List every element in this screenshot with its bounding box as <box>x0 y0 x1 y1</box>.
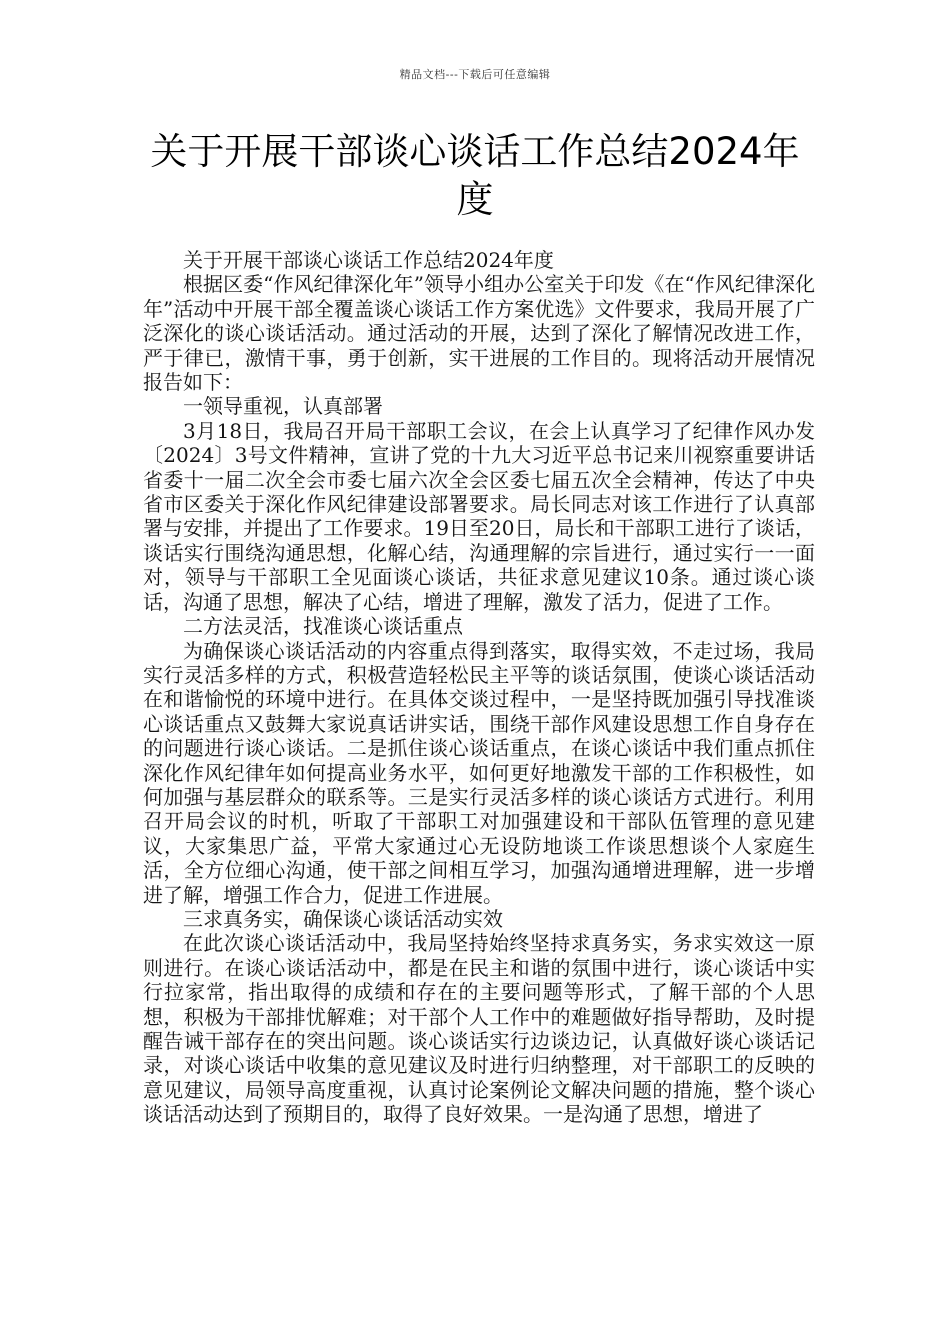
paragraph-section-3: 在此次谈心谈话活动中，我局坚持始终坚持求真务实，务求实效这一原则进行。在谈心谈话活动中，都是在民主和谐的氛围中进行，谈心谈话中实行拉家常，指出取得的成绩和存在的主要问题等形式，了解干部的个人思想，积极为干部排忧解难；对干部个人工作中的难题做好指导帮助，及时提醒告诫干部存在的突出问题。谈心谈话实行边谈边记，认真做好谈心谈话记录，对谈心谈话中收集的意见建议及时进行归纳整理，对干部职工的反映的意见建议，局领导高度重视，认真讨论案例论文解决问题的措施，整个谈心谈话活动达到了预期目的，取得了良好效果。一是沟通了思想，增进了 <box>143 931 815 1127</box>
paragraph-section-1: 3月18日，我局召开局干部职工会议，在会上认真学习了纪律作风办发〔2024〕3号文件精神，宣讲了党的十九大习近平总书记来川视察重要讲话省委十一届二次全会市委七届六次全会区委七届五次全会精神，传达了中央省市区委关于深化作风纪律建设部署要求。局长同志对该工作进行了认真部署与安排，并提出了工作要求。19日至20日，局长和干部职工进行了谈话，谈话实行围绕沟通思想，化解心结，沟通理解的宗旨进行，通过实行一一面对，领导与干部职工全见面谈心谈话，共征求意见建议10条。通过谈心谈话，沟通了思想，解决了心结，增进了理解，激发了活力，促进了工作。 <box>143 418 815 614</box>
section-heading-1: 一领导重视，认真部署 <box>183 394 383 419</box>
paragraph-intro-title: 关于开展干部谈心谈话工作总结2024年度 <box>183 248 554 272</box>
document-body <box>143 248 815 1127</box>
section-heading-3: 三求真务实，确保谈心谈话活动实效 <box>183 906 503 931</box>
header-note: 精品文档---下载后可任意编辑 <box>399 68 551 81</box>
section-heading-2: 二方法灵活，找准谈心谈话重点 <box>183 614 463 639</box>
paragraph-section-2: 为确保谈心谈话活动的内容重点得到落实，取得实效，不走过场，我局实行灵活多样的方式，积极营造轻松民主平等的谈话氛围，使谈心谈话活动在和谐愉悦的环境中进行。在具体交谈过程中，一是坚持既加强引导找准谈心谈话重点又鼓舞大家说真话讲实话，围绕干部作风建设思想工作自身存在的问题进行谈心谈话。二是抓住谈心谈话重点，在谈心谈话中我们重点抓住深化作风纪律年如何提高业务水平，如何更好地激发干部的工作积极性，如何加强与基层群众的联系等。三是实行灵活多样的谈心谈话方式进行。利用召开局会议的时机，听取了干部职工对加强建设和干部队伍管理的意见建议，大家集思广益，平常大家通过心无设防地谈工作谈思想谈个人家庭生活，全方位细心沟通，使干部之间相互学习，加强沟通增进理解，进一步增进了解，增强工作合力，促进工作进展。 <box>143 638 815 907</box>
paragraph-background: 根据区委“作风纪律深化年”领导小组办公室关于印发《在“作风纪律深化年”活动中开展干部全覆盖谈心谈话工作方案优选》文件要求，我局开展了广泛深化的谈心谈话活动。通过活动的开展，达到了深化了解情况改进工作，严于律已，激情干事，勇于创新，实干进展的工作目的。现将活动开展情况报告如下： <box>143 272 815 395</box>
document-title: 关于开展干部谈心谈话工作总结2024年度 <box>150 130 800 221</box>
